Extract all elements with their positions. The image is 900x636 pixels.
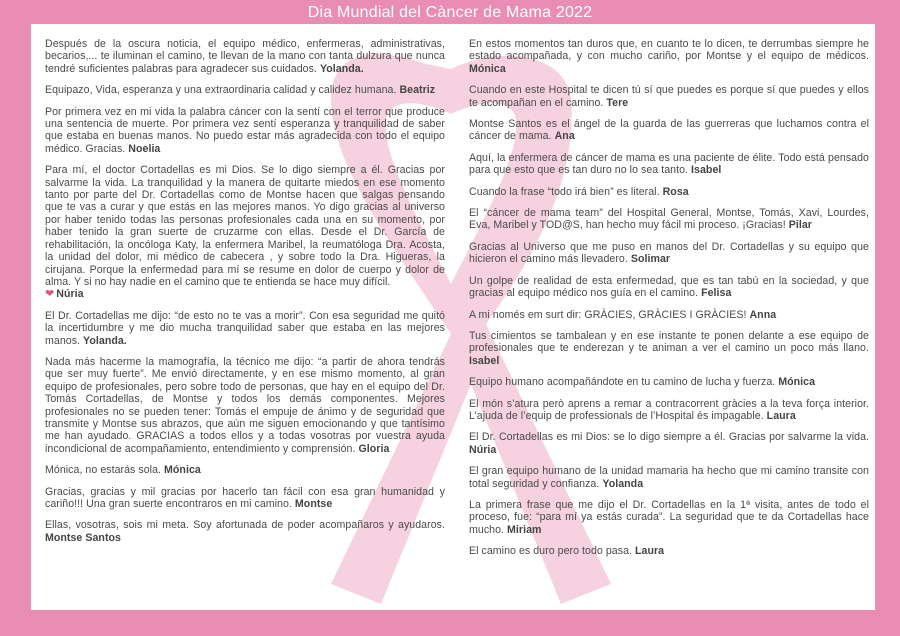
- testimonial-text: Mónica, no estarás sola.: [45, 464, 162, 477]
- testimonial-paragraph: [45, 464, 445, 476]
- testimonial-author: Montse: [294, 498, 333, 510]
- testimonial-paragraph: [469, 545, 869, 557]
- testimonial-text: El “cáncer de mama team” del Hospital General, Montse, Tomás, Xavi, Lourdes, Eva, Maribel y TOD@S, han hecho muy fácil mi proceso. ¡Gracias!: [469, 207, 869, 232]
- testimonial-paragraph: [469, 431, 869, 456]
- testimonial-author: Rosa: [662, 185, 689, 198]
- testimonial-author: Núria: [56, 288, 84, 301]
- testimonial-paragraph: [469, 186, 869, 198]
- testimonial-text: Por primera vez en mi vida la palabra cáncer con la sentí con el terror que produce una sentencia de muerte. Por primera vez sentí esperanza y tranquilidad de saber que estaba en buenas manos. No puedo estar más agradecida con todo el equipo médico. Gracias.: [45, 105, 445, 155]
- testimonial-author: Ana: [554, 130, 575, 143]
- testimonial-author: Yolanda.: [83, 334, 127, 347]
- testimonial-author: Gloria: [358, 442, 390, 455]
- testimonial-author: Isabel: [469, 354, 500, 367]
- testimonial-author: Anna: [749, 308, 777, 321]
- testimonial-paragraph: [45, 106, 445, 156]
- testimonial-paragraph: [469, 398, 869, 423]
- testimonial-paragraph: [45, 38, 445, 75]
- testimonial-paragraph: [469, 84, 869, 109]
- testimonial-text: Cuando en este Hospital te dicen tú sí que puedes es porque sí que puedes y ellos te acompañan en el camino.: [469, 84, 869, 109]
- content-panel: [31, 24, 875, 610]
- testimonial-paragraph: [469, 152, 869, 177]
- testimonial-author: Mónica: [469, 62, 506, 75]
- left-testimonials-column: [45, 38, 445, 553]
- testimonial-paragraph: [45, 519, 445, 544]
- testimonial-text: Un golpe de realidad de esta enfermedad, que es tan tabú en la sociedad, y que gracias al equipo médico nos guía en el camino.: [469, 274, 869, 300]
- testimonial-author: Isabel: [691, 164, 722, 177]
- testimonial-text: Para mí, el doctor Cortadellas es mi Dios. Se lo digo siempre a él. Gracias por salvarme la vida. La tranquilidad y la manera de quitarte miedos en ese momento tanto por parte del Dr. Cortadellas como de Montse hacen que salgas pensando que te vas a curar y que estás en las mejores manos. Yo digo gracias al universo por haber tenido todas las personas profesionales cada una en su momento, por haber tenido la gran suerte de cruzarme con ellas. Desde el Dr. García de rehabilitación, la oncóloga Katy, la enfermera Maribel, la reumatóloga Dra. Acosta, la unidad del dolor, mi médico de cabecera , y sobre todo la Dra. Higueras, la cirujana. Porque la enfermedad para mí se resume en dolor de cuerpo y dolor de alma. Y si no hay nadie en el camino que te entienda se hace muy difícil.: [45, 164, 445, 288]
- testimonial-paragraph: [45, 164, 445, 300]
- testimonial-author: Laura: [766, 409, 796, 422]
- testimonial-paragraph: [45, 84, 445, 96]
- right-testimonials-column: [469, 38, 869, 567]
- testimonial-paragraph: [469, 309, 869, 321]
- testimonial-paragraph: [469, 465, 869, 490]
- testimonial-author: Felisa: [701, 287, 732, 300]
- testimonial-paragraph: [469, 118, 869, 143]
- testimonial-paragraph: [469, 499, 869, 536]
- testimonial-text: Ellas, vosotras, sois mi meta. Soy afortunada de poder acompañaros y ayudaros.: [45, 519, 445, 532]
- testimonial-paragraph: [469, 330, 869, 367]
- testimonial-text: Después de la oscura noticia, el equipo médico, enfermeras, administrativas, becarios,... te iluminan el camino, te llevan de la mano con tanta dulzura que nunca tendré suficientes palabras para agradecer sus cuidados.: [45, 38, 445, 75]
- testimonial-text: El món s’atura però aprens a remar a contracorrent gràcies a la teva força interior. L’ajuda de l’equip de professionals de l’Hospital és impagable.: [469, 397, 869, 422]
- testimonial-author: Mónica: [778, 376, 816, 389]
- testimonial-text: El Dr. Cortadellas es mi Dios: se lo digo siempre a él. Gracias por salvarme la vida.: [469, 431, 869, 444]
- testimonial-paragraph: [45, 486, 445, 511]
- testimonial-paragraph: [469, 376, 869, 388]
- testimonial-text: El gran equipo humano de la unidad mamaria ha hecho que mi camino transite con total seguridad y confianza.: [469, 465, 869, 490]
- page-title: Dia Mundial del Càncer de Mama 2022: [307, 4, 593, 21]
- testimonial-author: Laura: [635, 545, 665, 558]
- testimonial-paragraph: [469, 207, 869, 232]
- testimonial-author: Mónica: [164, 464, 201, 477]
- heart-icon: ❤: [45, 288, 55, 301]
- testimonial-text: En estos momentos tan duros que, en cuanto te lo dicen, te derrumbas siempre he estado acompañada, y con mucho cariño, por Montse y el equipo de médicos.: [469, 38, 869, 63]
- testimonial-text: La primera frase que me dijo el Dr. Cortadellas en la 1ª visita, antes de todo el proceso, fue: “para mí ya estás curada”. La seguridad que te da Cortadellas hace mucho.: [469, 498, 869, 536]
- testimonial-text: El Dr. Cortadellas me dijo: “de esto no te vas a morir”. Con esa seguridad me quitó la incertidumbre y me dio mucha tranquilidad saber que estaba en las mejores manos.: [45, 309, 445, 347]
- testimonial-author: Núria: [469, 443, 497, 456]
- testimonial-text: Gracias al Universo que me puso en manos del Dr. Cortadellas y su equipo que hicieron el camino más llevadero.: [469, 240, 869, 266]
- testimonial-author: Miriam: [507, 523, 542, 536]
- testimonial-text: Equipo humano acompañándote en tu camino de lucha y fuerza.: [469, 376, 776, 389]
- testimonial-author: Montse Santos: [45, 531, 121, 544]
- testimonial-text: Montse Santos es el ángel de la guarda de las guerreras que luchamos contra el cáncer de mama.: [469, 118, 869, 143]
- testimonial-text: Gracias, gracias y mil gracias por hacerlo tan fácil con esa gran humanidad y cariño!!! Una gran suerte encontraros en mi camino.: [45, 485, 445, 510]
- testimonial-paragraph: [469, 241, 869, 266]
- testimonial-text: Tus cimientos se tambalean y en ese instante te ponen delante a ese equipo de profesionales que te enderezan y te animan a ver el camino un poco más llano.: [469, 329, 869, 355]
- testimonial-author: Tere: [606, 96, 629, 109]
- testimonial-paragraph: [45, 356, 445, 455]
- testimonial-text: Cuando la frase “todo irá bien” es literal.: [469, 185, 660, 198]
- testimonial-author: Pilar: [788, 219, 812, 232]
- testimonial-text: El camino es duro pero todo pasa.: [469, 545, 633, 558]
- testimonial-author: Solimar: [630, 253, 671, 266]
- testimonial-paragraph: [469, 275, 869, 300]
- testimonial-text: A mi només em surt dir: GRÀCIES, GRÀCIES I GRÀCIES!: [469, 308, 747, 321]
- testimonial-text: Aquí, la enfermera de cáncer de mama es una paciente de élite. Todo está pensado para que esto que es tan duro no lo sea tanto.: [469, 151, 869, 177]
- testimonial-author: Yolanda: [602, 477, 644, 490]
- testimonial-author: Beatriz: [399, 84, 436, 97]
- testimonial-paragraph: [469, 38, 869, 75]
- testimonial-text: Equipazo, Vida, esperanza y una extraordinaria calidad y calidez humana.: [45, 84, 397, 97]
- testimonial-paragraph: [45, 310, 445, 347]
- testimonial-author: Yolanda.: [319, 62, 364, 75]
- testimonial-author: Noelia: [128, 142, 161, 155]
- testimonial-text: Nada más hacerme la mamografía, la técnico me dijo: “a partir de ahora tendrás que ser muy fuerte”. Me envió directamente, y en ese mismo momento, al gran equipo de profesionales, pero sobre todo de personas, que hay en el equipo del Dr. Tomás Cortadellas, de Montse y todos los demás componentes. Mejores profesionales no se pueden tener: Tomás el empuje de ánimo y de seguridad que transmite y Montse sus abrazos, que aún me siguen emocionando y que tantísimo me han ayudado. GRACIAS a todos ellos y a todas vosotras por vuestra ayuda incondicional de acompañamiento, entendimiento y comprensión.: [45, 355, 445, 455]
